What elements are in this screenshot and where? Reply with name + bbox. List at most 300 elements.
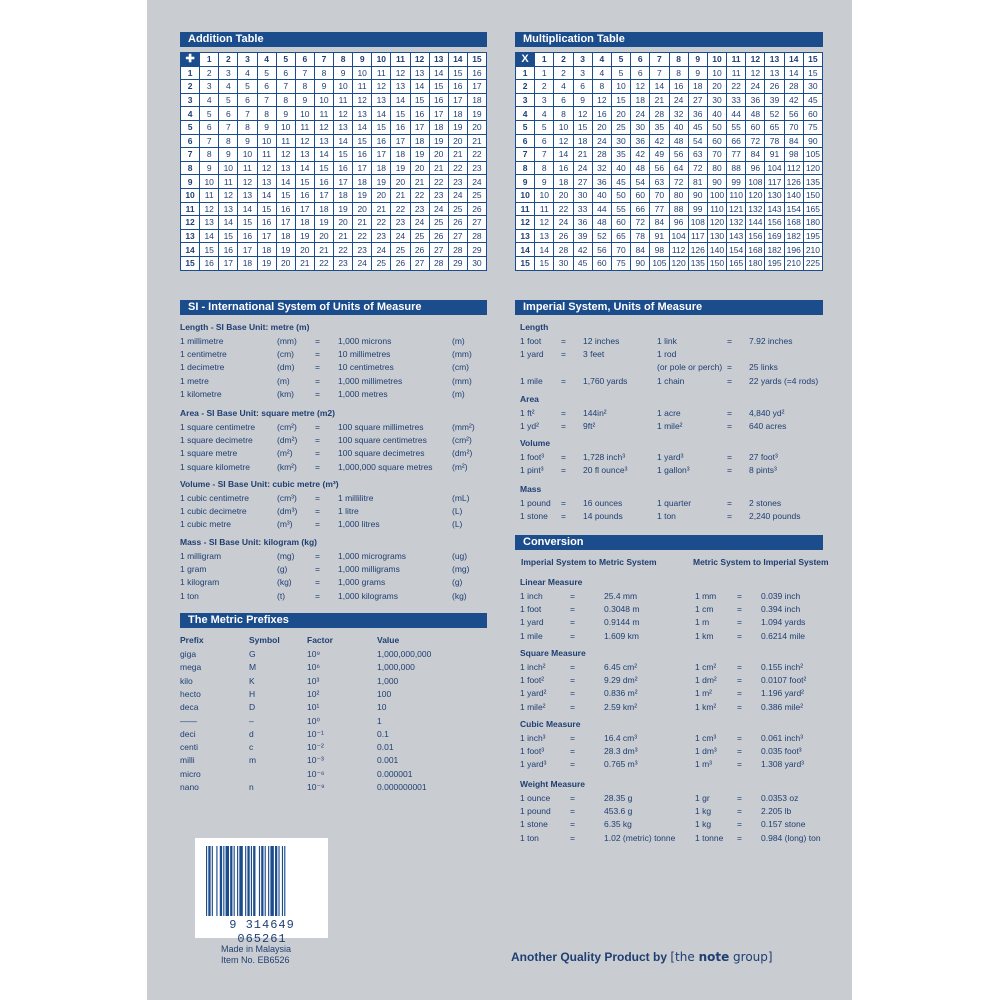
- grid-cell: 21: [372, 202, 391, 216]
- grid-cell: 60: [592, 256, 611, 270]
- grid-cell: 24: [467, 175, 486, 189]
- grid-row-header: 12: [516, 216, 535, 230]
- grid-column-header: 1: [535, 53, 554, 67]
- grid-cell: 13: [410, 66, 429, 80]
- grid-cell: 40: [611, 161, 630, 175]
- cell: =: [737, 688, 742, 699]
- cell: K: [249, 675, 255, 686]
- grid-row-header: 15: [516, 256, 535, 270]
- cell: 1 cm³: [695, 733, 717, 743]
- grid-column-header: 9: [353, 53, 372, 67]
- cell: 1 yard³: [657, 452, 684, 462]
- cell: =: [561, 336, 566, 346]
- grid-cell: 9: [276, 107, 295, 121]
- grid-cell: 11: [334, 93, 353, 107]
- imperial-header: [515, 300, 823, 315]
- cell: =: [315, 362, 320, 373]
- cell: 0.000001: [377, 768, 413, 779]
- grid-cell: 22: [353, 229, 372, 243]
- grid-cell: 2: [535, 80, 554, 94]
- grid-cell: 36: [746, 93, 765, 107]
- cell: 100 square centimetres: [338, 435, 427, 446]
- grid-row: [181, 134, 487, 148]
- cell: 2.205 lb: [761, 806, 792, 817]
- grid-cell: 45: [803, 93, 822, 107]
- column-header: Factor: [307, 635, 333, 645]
- grid-cell: 26: [391, 256, 410, 270]
- grid-cell: 80: [707, 161, 726, 175]
- grid-cell: 63: [688, 148, 707, 162]
- grid-cell: 17: [295, 202, 314, 216]
- cell: micro: [180, 768, 201, 779]
- grid-row: [516, 148, 823, 162]
- cell: 1 gram: [180, 564, 207, 575]
- grid-cell: 20: [707, 80, 726, 94]
- grid-cell: 24: [554, 216, 573, 230]
- grid-cell: 8: [200, 148, 219, 162]
- cell: 1 m²: [695, 688, 712, 699]
- grid-cell: 22: [727, 80, 746, 94]
- grid-cell: 19: [372, 175, 391, 189]
- grid-cell: 6: [535, 134, 554, 148]
- grid-cell: 10: [295, 107, 314, 121]
- grid-cell: 26: [554, 229, 573, 243]
- grid-cell: 105: [650, 256, 669, 270]
- grid-cell: 48: [631, 161, 650, 175]
- cell: 1 foot: [520, 336, 542, 346]
- addition-table: [180, 52, 487, 271]
- grid-cell: 13: [238, 188, 257, 202]
- grid-cell: 60: [803, 107, 822, 121]
- grid-row: [516, 188, 823, 202]
- grid-cell: 143: [727, 229, 746, 243]
- cell: (g): [452, 577, 463, 588]
- cell: 1 rod: [657, 349, 677, 360]
- grid-column-header: 13: [429, 53, 448, 67]
- grid-cell: 6: [257, 80, 276, 94]
- grid-cell: 66: [631, 202, 650, 216]
- grid-cell: 120: [803, 161, 822, 175]
- grid-row: [181, 120, 487, 134]
- cell: (cm): [277, 349, 294, 360]
- cell: (dm²): [452, 448, 473, 459]
- cell: 0.155 inch²: [761, 662, 804, 672]
- grid-cell: 126: [688, 243, 707, 257]
- cell: H: [249, 688, 256, 699]
- group-heading: Length: [520, 322, 549, 332]
- grid-cell: 19: [448, 120, 467, 134]
- grid-cell: 28: [650, 107, 669, 121]
- grid-cell: 18: [554, 175, 573, 189]
- grid-row-header: 1: [516, 66, 535, 80]
- grid-cell: 14: [276, 175, 295, 189]
- grid-cell: 16: [219, 243, 238, 257]
- grid-cell: 132: [727, 216, 746, 230]
- grid-cell: 18: [334, 188, 353, 202]
- grid-cell: 32: [669, 107, 688, 121]
- grid-column-header: 7: [314, 53, 333, 67]
- grid-cell: 15: [391, 107, 410, 121]
- barcode: [195, 838, 328, 946]
- brand-note: note: [698, 950, 730, 964]
- grid-cell: 5: [219, 93, 238, 107]
- cell: =: [737, 759, 742, 770]
- cell: 1 mile²: [657, 421, 683, 432]
- grid-cell: 56: [669, 148, 688, 162]
- grid-cell: 27: [688, 93, 707, 107]
- cell: 25.4 mm: [604, 591, 638, 601]
- cell: 453.6 g: [604, 806, 633, 817]
- cell: 1,000 millimetres: [338, 375, 403, 386]
- grid-cell: 9: [573, 93, 592, 107]
- grid-cell: 49: [650, 148, 669, 162]
- grid-cell: 10: [707, 66, 726, 80]
- grid-cell: 16: [200, 256, 219, 270]
- grid-cell: 16: [467, 66, 486, 80]
- grid-cell: 10: [314, 93, 333, 107]
- grid-row-header: 14: [516, 243, 535, 257]
- grid-cell: 19: [257, 256, 276, 270]
- addition-table-header: [180, 32, 487, 47]
- group-heading: Linear Measure: [520, 577, 583, 587]
- grid-cell: 117: [765, 175, 784, 189]
- grid-cell: 29: [467, 243, 486, 257]
- cell: =: [315, 590, 320, 601]
- grid-cell: 120: [707, 216, 726, 230]
- grid-cell: 90: [803, 134, 822, 148]
- grid-cell: 28: [467, 229, 486, 243]
- cell: 1.196 yard²: [761, 688, 804, 699]
- grid-cell: 24: [573, 161, 592, 175]
- grid-cell: 42: [784, 93, 803, 107]
- cell: 1 kg: [695, 806, 712, 817]
- cell: 1 ton: [520, 832, 539, 843]
- grid-cell: 33: [727, 93, 746, 107]
- cell: =: [727, 452, 732, 462]
- imperial-title: Imperial System, Units of Measure: [523, 301, 703, 313]
- cell: d: [249, 728, 254, 739]
- grid-cell: 18: [688, 80, 707, 94]
- cell: 1 stone: [520, 511, 548, 522]
- cell: =: [570, 688, 575, 699]
- grid-row-header: 12: [181, 216, 200, 230]
- cell: 1,000: [377, 675, 399, 686]
- cell: 10⁹: [307, 649, 321, 659]
- cell: (dm²): [277, 435, 298, 446]
- cell: (cm³): [277, 493, 297, 503]
- grid-cell: 14: [314, 148, 333, 162]
- grid-cell: 25: [448, 202, 467, 216]
- grid-cell: 8: [219, 134, 238, 148]
- cell: 0.157 stone: [761, 819, 806, 830]
- brand-logo: [670, 950, 772, 964]
- cell: =: [570, 701, 575, 712]
- grid-cell: 17: [257, 229, 276, 243]
- cell: 1 quarter: [657, 498, 692, 508]
- cell: 0.035 foot³: [761, 746, 802, 757]
- conversion-header: [515, 535, 823, 550]
- grid-cell: 17: [219, 256, 238, 270]
- grid-cell: 16: [554, 161, 573, 175]
- cell: =: [727, 336, 732, 346]
- grid-cell: 11: [276, 134, 295, 148]
- grid-column-header: 2: [554, 53, 573, 67]
- multiplication-table: [515, 52, 823, 271]
- grid-cell: 10: [611, 80, 630, 94]
- cell: M: [249, 662, 257, 673]
- cell: 1 metre: [180, 375, 209, 386]
- cell: (mL): [452, 493, 470, 503]
- grid-cell: 20: [295, 243, 314, 257]
- grid-row: [516, 66, 823, 80]
- cell: 10⁻⁶: [307, 768, 325, 779]
- grid-cell: 30: [611, 134, 630, 148]
- grid-row-header: 15: [181, 256, 200, 270]
- grid-cell: 180: [746, 256, 765, 270]
- grid-cell: 7: [257, 93, 276, 107]
- grid-cell: 132: [746, 202, 765, 216]
- cell: (m): [452, 336, 465, 346]
- cell: (cm²): [452, 435, 472, 446]
- grid-cell: 15: [200, 243, 219, 257]
- grid-cell: 96: [669, 216, 688, 230]
- grid-cell: 30: [803, 80, 822, 94]
- grid-cell: 44: [727, 107, 746, 121]
- grid-cell: 20: [410, 161, 429, 175]
- grid-cell: 21: [410, 175, 429, 189]
- cell: 2 stones: [749, 498, 782, 508]
- grid-cell: 19: [334, 202, 353, 216]
- grid-row: [516, 134, 823, 148]
- grid-row: [516, 80, 823, 94]
- cell: =: [315, 422, 320, 432]
- cell: 1 decimetre: [180, 362, 225, 373]
- grid-cell: 39: [573, 229, 592, 243]
- cell: =: [570, 793, 575, 803]
- cell: 1 km: [695, 630, 714, 641]
- column-header: Value: [377, 635, 400, 645]
- grid-cell: 24: [391, 229, 410, 243]
- grid-cell: 9: [295, 93, 314, 107]
- grid-cell: 20: [611, 107, 630, 121]
- grid-column-header: 1: [200, 53, 219, 67]
- cell: 0.394 inch: [761, 604, 801, 615]
- grid-row: [516, 229, 823, 243]
- grid-cell: 16: [410, 107, 429, 121]
- grid-row: [516, 216, 823, 230]
- cell: 20 fl ounce³: [583, 465, 628, 476]
- cell: 0.1: [377, 728, 389, 739]
- brand-group: group: [729, 950, 768, 964]
- grid-cell: 7: [219, 120, 238, 134]
- grid-cell: 29: [448, 256, 467, 270]
- cell: 10: [377, 702, 387, 713]
- cell: 16.4 cm³: [604, 733, 638, 743]
- cell: =: [727, 498, 732, 508]
- grid-cell: 17: [467, 80, 486, 94]
- grid-cell: 10: [238, 148, 257, 162]
- grid-cell: 4: [238, 66, 257, 80]
- grid-column-header: 6: [295, 53, 314, 67]
- grid-cell: 20: [391, 175, 410, 189]
- addition-table-title: Addition Table: [188, 33, 264, 45]
- grid-column-header: 11: [727, 53, 746, 67]
- cell: =: [315, 349, 320, 360]
- grid-cell: 21: [429, 161, 448, 175]
- grid-column-header: 6: [631, 53, 650, 67]
- cell: =: [570, 604, 575, 615]
- grid-cell: 70: [784, 120, 803, 134]
- grid-row-header: 9: [516, 175, 535, 189]
- grid-cell: 50: [707, 120, 726, 134]
- cell: =: [570, 806, 575, 817]
- grid-cell: 23: [410, 202, 429, 216]
- cell: 1 dm³: [695, 746, 717, 757]
- grid-cell: 19: [353, 188, 372, 202]
- grid-cell: 19: [410, 148, 429, 162]
- cell: =: [315, 564, 320, 575]
- grid-cell: 16: [448, 80, 467, 94]
- cell: (mm): [452, 375, 472, 386]
- grid-cell: 8: [592, 80, 611, 94]
- grid-cell: 182: [765, 243, 784, 257]
- cell: 100 square decimetres: [338, 448, 425, 459]
- grid-row: [516, 161, 823, 175]
- grid-cell: 75: [611, 256, 630, 270]
- grid-cell: 15: [257, 202, 276, 216]
- cell: =: [737, 675, 742, 686]
- cell: (L): [452, 519, 463, 530]
- grid-cell: 15: [429, 80, 448, 94]
- grid-cell: 6: [200, 120, 219, 134]
- grid-cell: 42: [650, 134, 669, 148]
- grid-cell: 90: [688, 188, 707, 202]
- cell: 0.001: [377, 755, 399, 766]
- grid-row-header: 13: [516, 229, 535, 243]
- grid-cell: 84: [631, 243, 650, 257]
- grid-cell: 25: [611, 120, 630, 134]
- grid-cell: 16: [669, 80, 688, 94]
- grid-cell: 42: [631, 148, 650, 162]
- grid-cell: 108: [688, 216, 707, 230]
- grid-cell: 18: [429, 120, 448, 134]
- grid-cell: 25: [410, 229, 429, 243]
- grid-cell: 9: [257, 120, 276, 134]
- grid-cell: 18: [631, 93, 650, 107]
- grid-cell: 17: [391, 134, 410, 148]
- cell: =: [315, 375, 320, 386]
- cell: 1 kilogram: [180, 577, 220, 588]
- grid-cell: 32: [592, 161, 611, 175]
- cell: (ug): [452, 551, 468, 561]
- grid-cell: 12: [353, 93, 372, 107]
- cell: =: [315, 435, 320, 446]
- grid-cell: 18: [295, 216, 314, 230]
- grid-cell: 96: [746, 161, 765, 175]
- cell: 1 ton: [180, 590, 199, 601]
- grid-column-header: 8: [334, 53, 353, 67]
- grid-row: [181, 202, 487, 216]
- grid-cell: 27: [467, 216, 486, 230]
- grid-cell: 27: [573, 175, 592, 189]
- grid-cell: 70: [650, 188, 669, 202]
- grid-cell: 21: [650, 93, 669, 107]
- grid-cell: 11: [295, 120, 314, 134]
- grid-cell: 48: [746, 107, 765, 121]
- grid-cell: 19: [391, 161, 410, 175]
- cell: 10⁻²: [307, 742, 324, 753]
- addition-corner: ✚: [181, 53, 200, 67]
- grid-cell: 7: [238, 107, 257, 121]
- cell: =: [561, 421, 566, 432]
- grid-cell: 60: [707, 134, 726, 148]
- conversion-right-heading: Metric System to Imperial System: [693, 557, 829, 567]
- grid-cell: 143: [765, 202, 784, 216]
- grid-cell: 30: [573, 188, 592, 202]
- grid-cell: 168: [746, 243, 765, 257]
- grid-cell: 15: [353, 134, 372, 148]
- grid-cell: 112: [669, 243, 688, 257]
- cell: 1,000,000 square metres: [338, 461, 433, 472]
- cell: =: [561, 498, 566, 508]
- grid-cell: 19: [429, 134, 448, 148]
- grid-cell: 19: [295, 229, 314, 243]
- cell: =: [570, 630, 575, 641]
- grid-cell: 27: [410, 256, 429, 270]
- grid-cell: 10: [334, 80, 353, 94]
- cell: (g): [277, 564, 288, 575]
- grid-cell: 14: [535, 243, 554, 257]
- cell: 1 yard: [520, 617, 544, 628]
- grid-cell: 28: [592, 148, 611, 162]
- grid-cell: 9: [688, 66, 707, 80]
- cell: 1.308 yard³: [761, 759, 804, 770]
- cell: 1.02 (metric) tonne: [604, 832, 676, 843]
- cell: 1 mm: [695, 591, 717, 601]
- cell: 1 milligram: [180, 551, 222, 561]
- grid-cell: 6: [238, 93, 257, 107]
- cell: 1,000 kilograms: [338, 590, 399, 601]
- grid-cell: 78: [765, 134, 784, 148]
- grid-cell: 18: [238, 256, 257, 270]
- grid-cell: 52: [765, 107, 784, 121]
- grid-row: [181, 243, 487, 257]
- cell: 0.0353 oz: [761, 793, 799, 803]
- grid-cell: 40: [592, 188, 611, 202]
- grid-cell: 195: [765, 256, 784, 270]
- grid-column-header: 14: [448, 53, 467, 67]
- cell: 1 square centimetre: [180, 422, 256, 432]
- grid-cell: 168: [784, 216, 803, 230]
- cell: 1 litre: [338, 506, 359, 517]
- cell: 1 pound: [520, 498, 551, 508]
- grid-cell: 12: [334, 107, 353, 121]
- cell: (mm): [277, 336, 297, 346]
- cell: 22 yards (=4 rods): [749, 375, 819, 386]
- grid-cell: 26: [448, 216, 467, 230]
- grid-column-header: 13: [765, 53, 784, 67]
- grid-column-header: 8: [669, 53, 688, 67]
- grid-cell: 23: [467, 161, 486, 175]
- grid-cell: 56: [592, 243, 611, 257]
- grid-cell: 13: [314, 134, 333, 148]
- cell: 2,240 pounds: [749, 511, 801, 522]
- grid-cell: 6: [554, 93, 573, 107]
- cell: 1 mile: [520, 375, 543, 386]
- grid-cell: 63: [650, 175, 669, 189]
- cell: 10⁶: [307, 662, 320, 673]
- grid-cell: 13: [200, 216, 219, 230]
